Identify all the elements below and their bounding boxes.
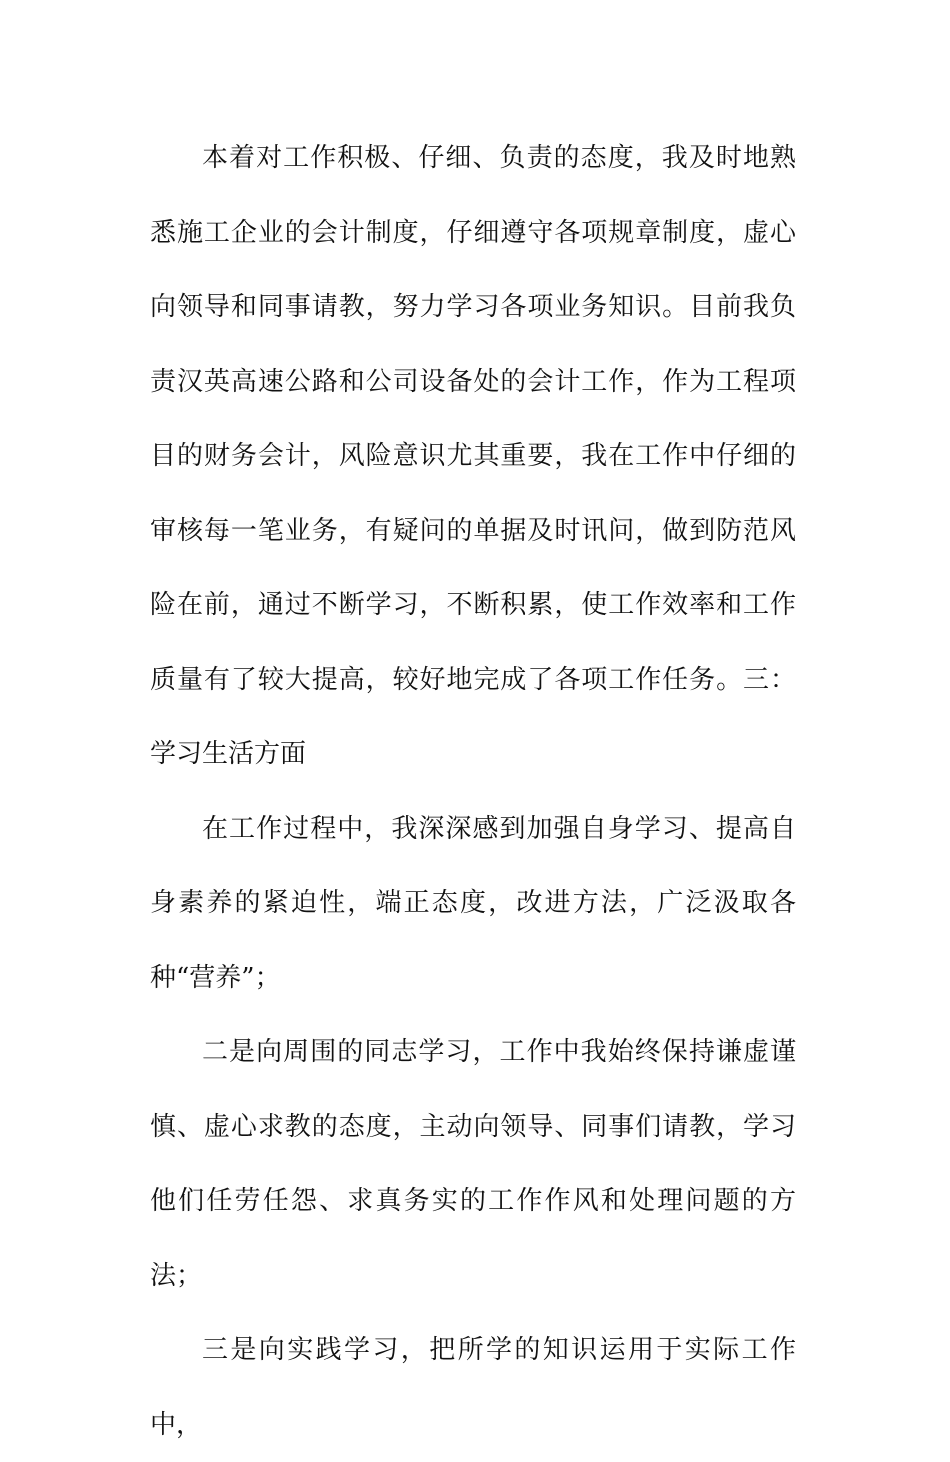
paragraph-work-attitude: 本着对工作积极、仔细、负责的态度，我及时地熟悉施工企业的会计制度，仔细遵守各项规章制度，虚心向领导和同事请教，努力学习各项业务知识。目前我负责汉英高速公路和公司设备处的会计工作，作为工程项目的财务会计，风险意识尤其重要，我在工作中仔细的审核每一笔业务，有疑问的单据及时讯问，做到防范风险在前，通过不断学习，不断积累，使工作效率和工作质量有了较大提高，较好地完成了各项工作任务。三：学习生活方面 [150, 143, 796, 769]
document-body [150, 121, 796, 1462]
paragraph-self-study: 在工作过程中，我深深感到加强自身学习、提高自身素养的紧迫性，端正态度，改进方法，广泛汲取各种“营养”； [150, 813, 796, 993]
paragraph-learn-from-colleagues: 二是向周围的同志学习，工作中我始终保持谦虚谨慎、虚心求教的态度，主动向领导、同事们请教，学习他们任劳任怨、求真务实的工作作风和处理问题的方法； [150, 1037, 796, 1291]
paragraph-learn-from-practice: 三是向实践学习，把所学的知识运用于实际工作中， [150, 1335, 796, 1440]
